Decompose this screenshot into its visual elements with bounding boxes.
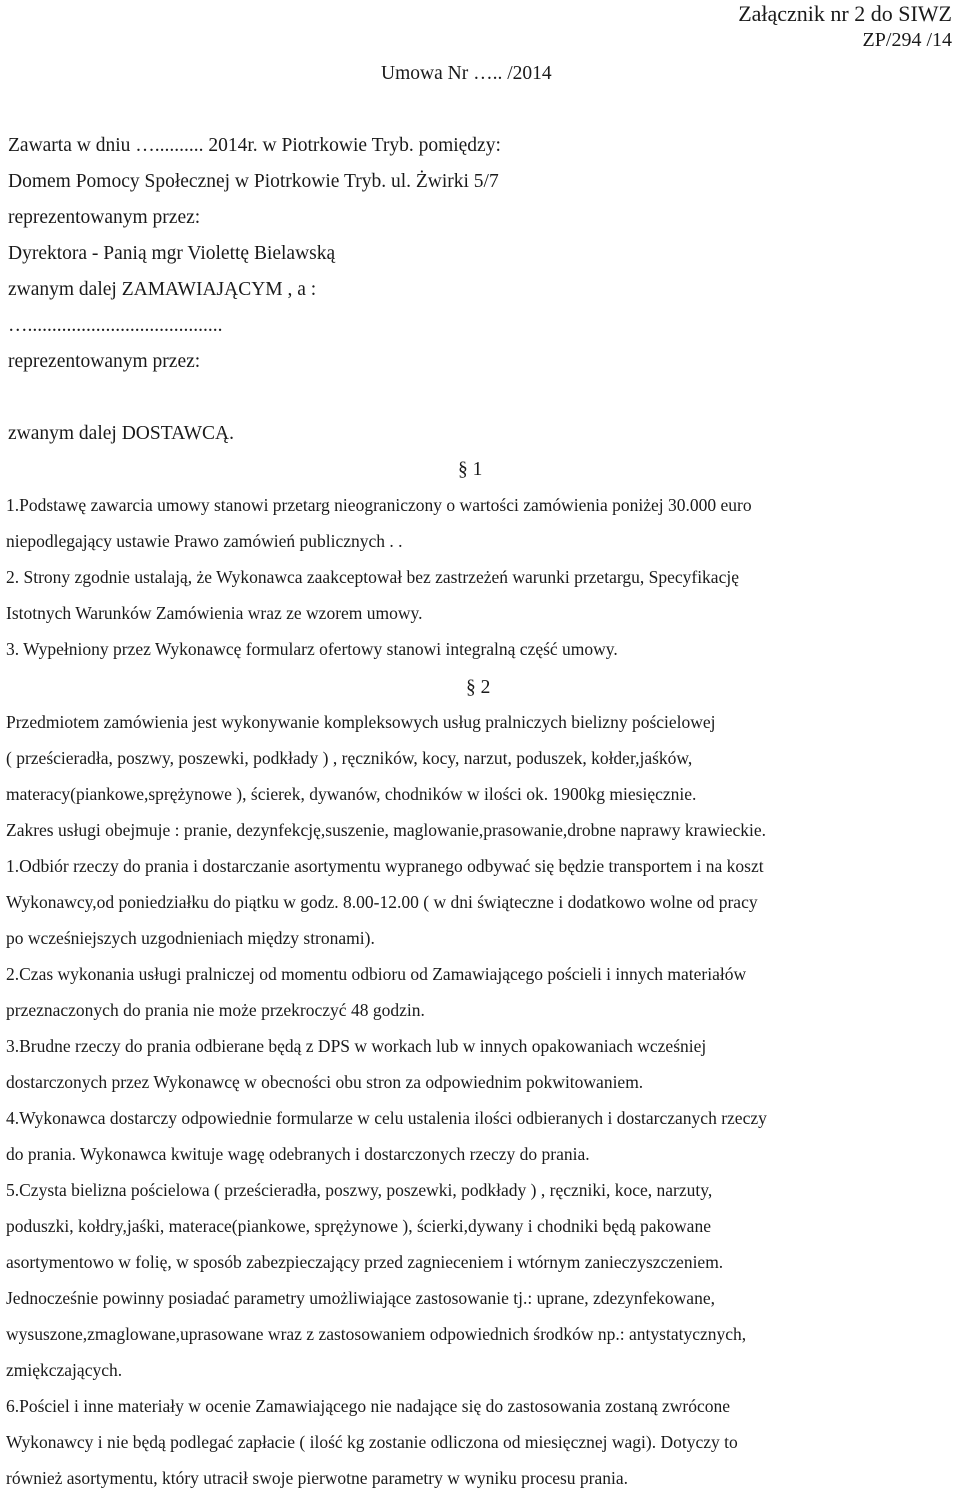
section-2-text: Wykonawcy i nie będą podlegać zapłacie ( ilość kg zostanie odliczona od miesięcznej wagi). Dotyczy to bbox=[6, 1432, 738, 1452]
parties-line: reprezentowanym przez: bbox=[8, 207, 201, 228]
parties-line: Dyrektora - Panią mgr Violettę Bielawską bbox=[8, 243, 336, 264]
section-2-text: 4.Wykonawca dostarczy odpowiednie formularze w celu ustalenia ilości odbieranych i dostarczanych rzeczy bbox=[6, 1108, 767, 1128]
section-2-text: 1.Odbiór rzeczy do prania i dostarczanie asortymentu wypranego odbywać się będzie transportem i na koszt bbox=[6, 856, 764, 876]
section-2-text: asortymentowo w folię, w sposób zabezpieczający przed zagnieceniem i wtórnym zanieczyszczeniem. bbox=[6, 1252, 724, 1272]
section-2-text: Przedmiotem zamówienia jest wykonywanie kompleksowych usług pralniczych bielizny pościelowej bbox=[6, 712, 716, 732]
reference-number: ZP/294 /14 bbox=[862, 29, 952, 51]
section-1-text: 3. Wypełniony przez Wykonawcę formularz ofertowy stanowi integralną część umowy. bbox=[6, 639, 618, 659]
section-1-text: niepodlegający ustawie Prawo zamówień publicznych . . bbox=[6, 531, 403, 551]
parties-line: reprezentowanym przez: bbox=[8, 351, 201, 372]
section-2-text: 3.Brudne rzeczy do prania odbierane będą z DPS w workach lub w innych opakowaniach wcześniej bbox=[6, 1036, 707, 1056]
section-2-text: 2.Czas wykonania usługi pralniczej od momentu odbioru od Zamawiającego pościeli i innych materiałów bbox=[6, 964, 747, 984]
section-2-text: poduszki, kołdry,jaśki, materace(piankowe, sprężynowe ), ścierki,dywany i chodniki będą pakowane bbox=[6, 1216, 711, 1236]
attachment-label: Załącznik nr 2 do SIWZ bbox=[738, 1, 952, 26]
section-2-text: wysuszone,zmaglowane,uprasowane wraz z zastosowaniem odpowiednich środków np.: antystatycznych, bbox=[6, 1324, 747, 1344]
section-2-text: Wykonawcy,od poniedziałku do piątku w godz. 8.00-12.00 ( w dni świąteczne i dodatkowo wolne od pracy bbox=[6, 892, 758, 912]
parties-line: zwanym dalej ZAMAWIAJĄCYM , a : bbox=[8, 279, 317, 300]
section-2-text: również asortymentu, który utracił swoje pierwotne parametry w wyniku procesu prania. bbox=[6, 1468, 629, 1488]
section-1-heading: § 1 bbox=[458, 459, 483, 480]
parties-line: …........................................ bbox=[8, 315, 223, 336]
section-2-text: do prania. Wykonawca kwituje wagę odebranych i dostarczonych rzeczy do prania. bbox=[6, 1144, 590, 1164]
section-2-text: 5.Czysta bielizna pościelowa ( prześcieradła, poszwy, poszewki, podkłady ) , ręczniki, koce, narzuty, bbox=[6, 1180, 713, 1200]
section-2-heading: § 2 bbox=[466, 677, 491, 698]
contract-title: Umowa Nr ….. /2014 bbox=[381, 63, 552, 84]
section-2-text: Jednocześnie powinny posiadać parametry umożliwiające zastosowanie tj.: uprane, zdezynfekowane, bbox=[6, 1288, 715, 1308]
section-2-text: dostarczonych przez Wykonawcę w obecności obu stron za odpowiednim pokwitowaniem. bbox=[6, 1072, 644, 1092]
section-2-text: 6.Pościel i inne materiały w ocenie Zamawiającego nie nadające się do zastosowania zostaną zwrócone bbox=[6, 1396, 731, 1416]
section-2-text: Zakres usługi obejmuje : pranie, dezynfekcję,suszenie, maglowanie,prasowanie,drobne naprawy krawieckie. bbox=[6, 820, 766, 840]
section-2-text: zmiękczających. bbox=[6, 1360, 123, 1380]
section-1-text: 2. Strony zgodnie ustalają, że Wykonawca zaakceptował bez zastrzeżeń warunki przetargu, Specyfikację bbox=[6, 567, 739, 587]
parties-line: Domem Pomocy Społecznej w Piotrkowie Tryb. ul. Żwirki 5/7 bbox=[8, 171, 499, 192]
parties-line: Zawarta w dniu ….......... 2014r. w Piotrkowie Tryb. pomiędzy: bbox=[8, 135, 501, 156]
section-2-text: materacy(piankowe,sprężynowe ), ścierek, dywanów, chodników w ilości ok. 1900kg miesięcznie. bbox=[6, 784, 697, 804]
section-1-text: Istotnych Warunków Zamówienia wraz ze wzorem umowy. bbox=[6, 603, 423, 623]
section-2-text: przeznaczonych do prania nie może przekroczyć 48 godzin. bbox=[6, 1000, 425, 1020]
parties-line: zwanym dalej DOSTAWCĄ. bbox=[8, 423, 234, 444]
section-2-text: po wcześniejszych uzgodnieniach między stronami). bbox=[6, 928, 375, 948]
section-1-text: 1.Podstawę zawarcia umowy stanowi przetarg nieograniczony o wartości zamówienia poniżej 30.000 euro bbox=[6, 495, 752, 515]
section-2-text: ( prześcieradła, poszwy, poszewki, podkłady ) , ręczników, kocy, narzut, poduszek, kołder,jaśków, bbox=[6, 748, 693, 768]
